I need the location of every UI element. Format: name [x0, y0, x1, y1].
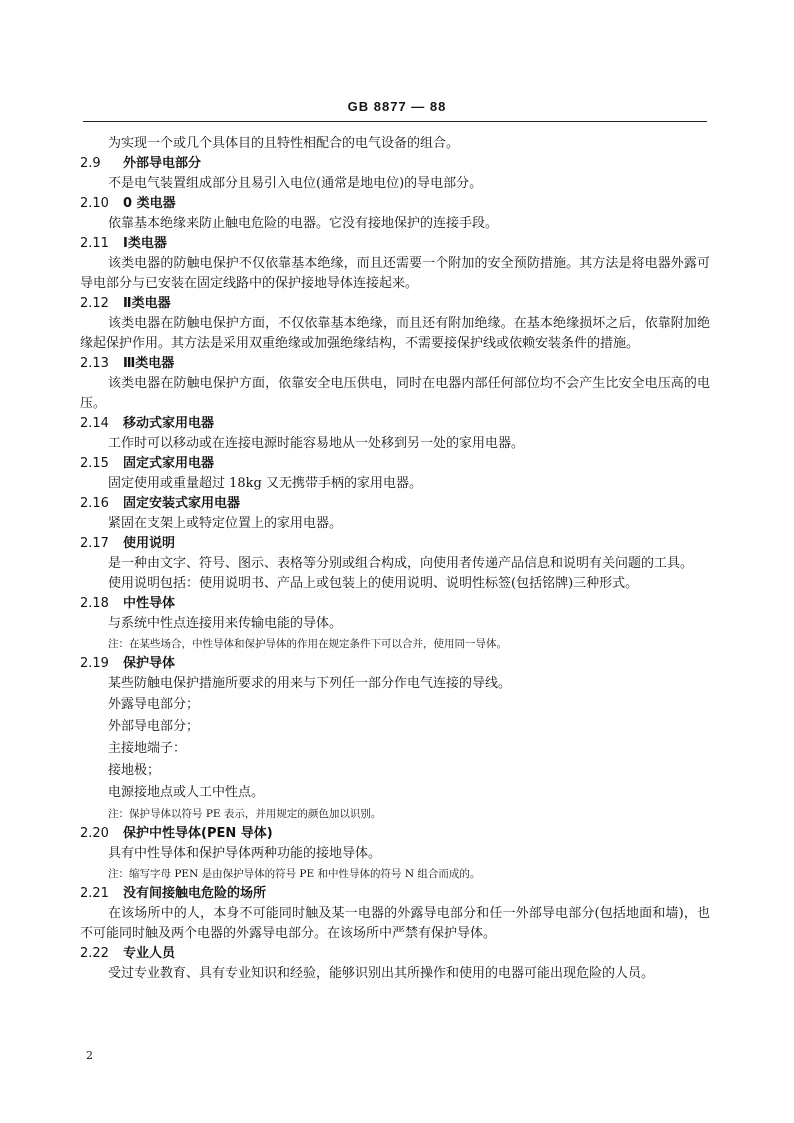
- section-title: 没有间接触电危险的场所: [123, 886, 267, 901]
- document-body: [0, 134, 794, 984]
- section-heading: [80, 354, 794, 374]
- section-number: 2.14: [80, 416, 109, 431]
- paragraph: 在该场所中的人，本身不可能同时触及某一电器的外露导电部分和任一外部导电部分(包括地面和墙)，也不可能同时触及两个电器的外露导电部分。在该场所中严禁有保护导体。: [80, 906, 710, 941]
- paragraph: 该类电器的防触电保护不仅依靠基本绝缘，而且还需要一个附加的安全预防措施。其方法是将电器外露可导电部分与已安装在固定线路中的保护接地导体连接起来。: [80, 256, 710, 291]
- section-number: 2.21: [80, 886, 109, 901]
- section-heading: [80, 414, 794, 434]
- section-heading: [80, 454, 794, 474]
- section-title: 固定安装式家用电器: [123, 496, 241, 511]
- section-number: 2.9: [80, 156, 101, 171]
- list-item: 电源接地点或人工中性点。: [108, 785, 265, 800]
- section-number: 2.10: [80, 196, 109, 211]
- section-heading: [80, 884, 794, 904]
- section-title: 移动式家用电器: [123, 416, 215, 431]
- section-heading: [80, 494, 794, 514]
- paragraph: 不是电气装置组成部分且易引入电位(通常是地电位)的导电部分。: [108, 176, 483, 191]
- section-number: 2.13: [80, 356, 109, 371]
- section-number: 2.22: [80, 946, 109, 961]
- section-number: 2.11: [80, 236, 109, 251]
- paragraph: 与系统中性点连接用来传输电能的导体。: [108, 616, 343, 631]
- list-item: 外部导电部分；: [108, 719, 200, 734]
- paragraph: 固定使用或重量超过 18kg 又无携带手柄的家用电器。: [108, 476, 423, 491]
- section-heading: [80, 534, 794, 554]
- paragraph: 某些防触电保护措施所要求的用来与下列任一部分作电气连接的导线。: [108, 676, 512, 691]
- section-number: 2.19: [80, 656, 109, 671]
- note-text: 注：在某些场合，中性导体和保护导体的作用在规定条件下可以合并，使用同一导体。: [108, 638, 507, 650]
- section-title: 使用说明: [123, 536, 176, 551]
- paragraph: 受过专业教育、具有专业知识和经验，能够识别出其所操作和使用的电器可能出现危险的人员。: [108, 966, 655, 981]
- section-number: 2.20: [80, 826, 109, 841]
- section-heading: [80, 654, 794, 674]
- note-text: 注：保护导体以符号 PE 表示，并用规定的颜色加以识别。: [108, 808, 382, 820]
- section-heading: [80, 294, 794, 314]
- paragraph: 具有中性导体和保护导体两种功能的接地导体。: [108, 846, 382, 861]
- section-title: 固定式家用电器: [123, 456, 215, 471]
- list-item: 主接地端子：: [108, 741, 187, 756]
- section-title: 中性导体: [123, 596, 176, 611]
- paragraph: 该类电器在防触电保护方面，依靠安全电压供电，同时在电器内部任何部位均不会产生比安全电压高的电压。: [80, 376, 710, 411]
- paragraph: 工作时可以移动或在连接电源时能容易地从一处移到另一处的家用电器。: [108, 436, 525, 451]
- section-heading: [80, 234, 794, 254]
- list-item: 外露导电部分；: [108, 697, 200, 712]
- paragraph: 使用说明包括：使用说明书、产品上或包装上的使用说明、说明性标签(包括铭牌)三种形式。: [108, 576, 639, 591]
- section-number: 2.17: [80, 536, 109, 551]
- section-number: 2.15: [80, 456, 109, 471]
- section-title: 保护中性导体(PEN 导体): [123, 826, 273, 841]
- paragraph: 该类电器在防触电保护方面，不仅依靠基本绝缘，而且还有附加绝缘。在基本绝缘损坏之后，依靠附加绝缘起保护作用。其方法是采用双重绝缘或加强绝缘结构，不需要接保护线或依赖安装条件的措施。: [80, 316, 710, 351]
- paragraph: 为实现一个或几个具体目的且特性相配合的电气设备的组合。: [108, 136, 460, 151]
- section-heading: [80, 154, 794, 174]
- section-heading: [80, 194, 794, 214]
- section-number: 2.16: [80, 496, 109, 511]
- section-heading: [80, 594, 794, 614]
- paragraph: 紧固在支架上或特定位置上的家用电器。: [108, 516, 343, 531]
- page-header: GB 8877 — 88: [347, 99, 447, 114]
- section-title: 保护导体: [123, 656, 176, 671]
- section-title: 0 类电器: [123, 196, 176, 211]
- section-heading: [80, 944, 794, 964]
- header-rule: [83, 121, 707, 122]
- paragraph: 是一种由文字、符号、图示、表格等分别或组合构成，向使用者传递产品信息和说明有关问题的工具。: [108, 556, 694, 571]
- list-item: 接地极；: [108, 763, 161, 778]
- paragraph: 依靠基本绝缘来防止触电危险的电器。它没有接地保护的连接手段。: [108, 216, 499, 231]
- note-text: 注：缩写字母 PEN 是由保护导体的符号 PE 和中性导体的符号 N 组合而成的。: [108, 868, 481, 880]
- section-title: 外部导电部分: [123, 156, 202, 171]
- section-heading: [80, 824, 794, 844]
- page-number: 2: [86, 1049, 93, 1062]
- section-title: 专业人员: [123, 946, 176, 961]
- section-title: Ⅲ类电器: [123, 356, 175, 371]
- section-number: 2.18: [80, 596, 109, 611]
- section-title: Ⅰ类电器: [123, 236, 167, 251]
- section-number: 2.12: [80, 296, 109, 311]
- section-title: Ⅱ类电器: [123, 296, 171, 311]
